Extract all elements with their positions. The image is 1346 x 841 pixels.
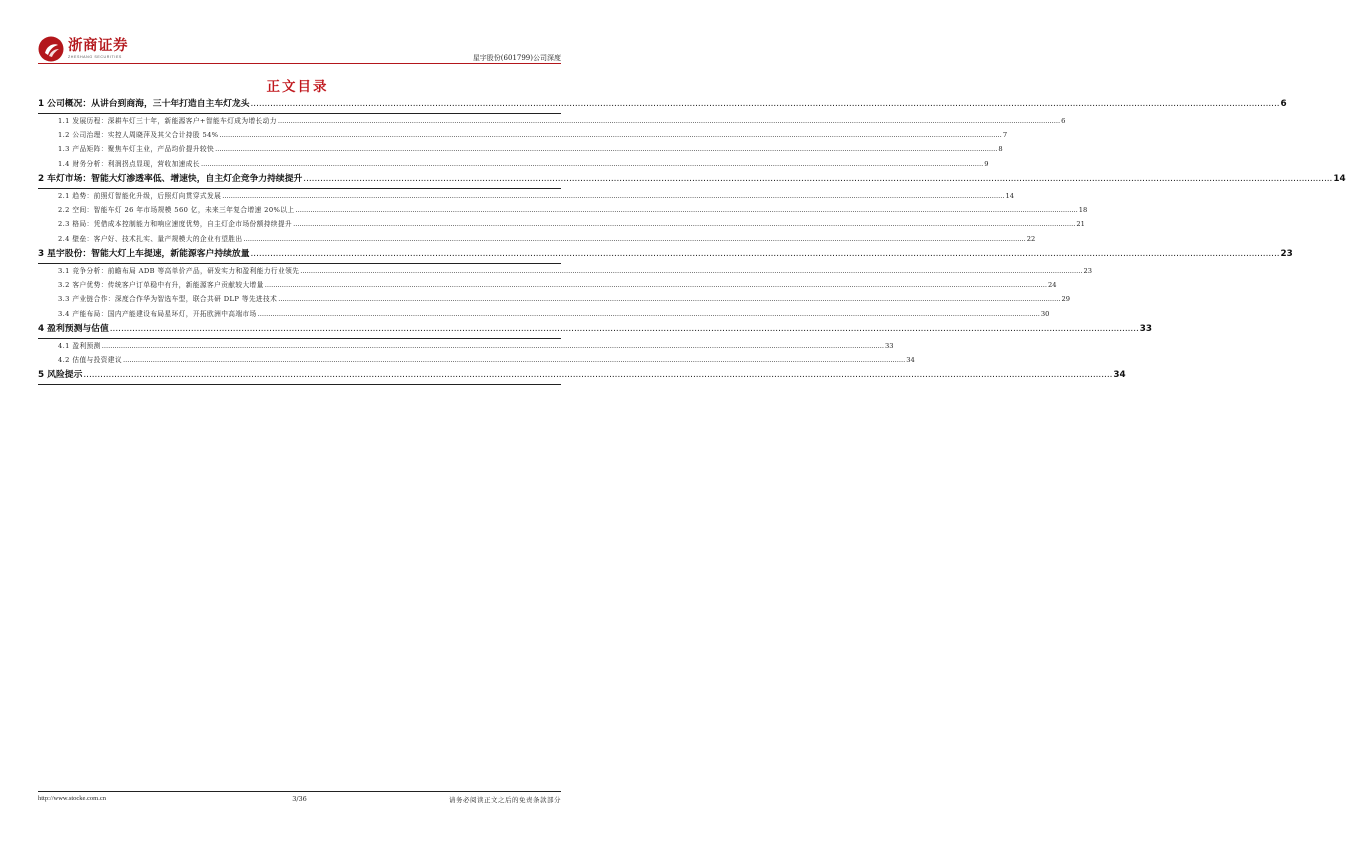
toc-entry-title: 1.4 财务分析：利润拐点显现，营收加速成长 xyxy=(58,159,200,168)
header-divider xyxy=(38,63,561,64)
toc-entry-page: 23 xyxy=(1280,249,1293,260)
table-of-contents xyxy=(38,96,1346,385)
toc-subsection-entry[interactable] xyxy=(38,307,1050,321)
footer-url[interactable]: http://www.stocke.com.cn xyxy=(38,795,106,802)
toc-leader-dots xyxy=(258,307,1040,321)
toc-entry-title: 3 星宇股份：智能大灯上车提速，新能源客户持续放量 xyxy=(38,249,250,260)
toc-subsection-entry[interactable] xyxy=(38,189,1014,203)
toc-leader-dots xyxy=(293,217,1075,231)
document-label: 星宇股份(601799)公司深度 xyxy=(472,54,561,62)
toc-subsection-entry[interactable] xyxy=(38,339,894,353)
toc-entry-title: 3.4 产能布局：国内产能建设布局星环灯，开拓欧洲中高端市场 xyxy=(58,309,257,318)
toc-entry-page: 6 xyxy=(1280,99,1287,109)
toc-section-entry[interactable] xyxy=(38,96,1287,114)
toc-leader-dots xyxy=(278,114,1060,128)
toc-entry-title: 3.3 产业链合作：深度合作华为智选车型，联合共研 DLP 等先进技术 xyxy=(58,295,278,304)
toc-entry-title: 2.2 空间：智能车灯 26 年市场规模 560 亿，未来三年复合增速 20%以上 xyxy=(58,205,295,214)
toc-entry-page: 34 xyxy=(906,356,915,365)
toc-leader-dots xyxy=(295,203,1077,217)
toc-entry-title: 3.1 竞争分析：前瞻布局 ADB 等高单价产品，研发实力和盈利能力行业领先 xyxy=(58,266,300,275)
toc-entry-page: 29 xyxy=(1061,295,1070,304)
zheshang-logo-icon xyxy=(38,36,64,62)
toc-leader-dots xyxy=(243,232,1025,246)
toc-entry-page: 8 xyxy=(998,145,1003,154)
toc-subsection-entry[interactable] xyxy=(38,203,1088,217)
toc-entry-page: 33 xyxy=(885,341,894,350)
toc-entry-page: 30 xyxy=(1040,309,1050,318)
toc-section-entry[interactable] xyxy=(38,367,1126,385)
toc-subsection-entry[interactable] xyxy=(38,114,1066,128)
toc-leader-dots xyxy=(123,353,905,367)
toc-leader-dots xyxy=(251,246,1280,263)
toc-entry-title: 1.2 公司治理：实控人周晓萍及其父合计持股 54% xyxy=(58,130,219,139)
toc-leader-dots xyxy=(251,96,1280,113)
toc-leader-dots xyxy=(215,142,997,156)
toc-entry-title: 1.3 产品矩阵：聚焦车灯主业，产品均价提升较快 xyxy=(58,145,215,154)
toc-entry-page: 23 xyxy=(1083,266,1093,275)
toc-entry-title: 4 盈利预测与估值 xyxy=(38,324,109,335)
toc-entry-page: 14 xyxy=(1005,191,1014,200)
logo-english-name: ZHESHANG SECURITIES xyxy=(68,55,122,59)
toc-subsection-entry[interactable] xyxy=(38,142,1003,156)
toc-leader-dots xyxy=(222,189,1004,203)
toc-entry-page: 14 xyxy=(1333,174,1346,185)
toc-leader-dots xyxy=(110,321,1139,338)
company-logo xyxy=(38,36,128,62)
toc-entry-title: 2.1 趋势：前照灯智能化升级，后照灯向贯穿式发展 xyxy=(58,191,222,200)
toc-entry-page: 24 xyxy=(1048,281,1057,290)
toc-entry-title: 1.1 发展历程：深耕车灯三十年，新能源客户+智能车灯成为增长动力 xyxy=(58,116,277,125)
toc-entry-page: 21 xyxy=(1076,220,1085,229)
toc-leader-dots xyxy=(201,157,983,171)
toc-subsection-entry[interactable] xyxy=(38,128,1008,142)
footer-divider xyxy=(38,791,561,792)
toc-subsection-entry[interactable] xyxy=(38,264,1093,278)
toc-entry-title: 1 公司概况：从讲台到商海，三十年打造自主车灯龙头 xyxy=(38,99,250,109)
toc-entry-title: 3.2 客户优势：传统客户订单稳中有升，新能源客户贡献较大增量 xyxy=(58,281,264,290)
footer-disclaimer: 请务必阅读正文之后的免责条款部分 xyxy=(449,796,561,804)
toc-entry-title: 2.4 壁垒：客户好、技术扎实、量产规模大的企业有望胜出 xyxy=(58,234,243,243)
toc-entry-title: 5 风险提示 xyxy=(38,370,83,381)
toc-section-entry[interactable] xyxy=(38,171,1346,189)
page-header xyxy=(0,0,595,70)
toc-leader-dots xyxy=(278,292,1060,306)
toc-entry-page: 7 xyxy=(1002,130,1008,139)
toc-section-entry[interactable] xyxy=(38,321,1153,339)
logo-chinese-name: 浙商证券 xyxy=(68,38,128,54)
toc-leader-dots xyxy=(265,278,1047,292)
toc-entry-title: 4.1 盈利预测 xyxy=(58,341,101,350)
toc-leader-dots xyxy=(300,264,1082,278)
toc-subsection-entry[interactable] xyxy=(38,232,1036,246)
toc-entry-page: 34 xyxy=(1113,370,1126,381)
toc-subsection-entry[interactable] xyxy=(38,217,1085,231)
toc-subsection-entry[interactable] xyxy=(38,157,989,171)
toc-entry-page: 9 xyxy=(984,159,989,168)
page-number: 3/36 xyxy=(292,795,307,803)
toc-leader-dots xyxy=(220,128,1002,142)
toc-subsection-entry[interactable] xyxy=(38,278,1057,292)
toc-subsection-entry[interactable] xyxy=(38,353,915,367)
toc-entry-page: 22 xyxy=(1026,234,1036,243)
toc-entry-title: 2 车灯市场：智能大灯渗透率低、增速快，自主灯企竞争力持续提升 xyxy=(38,174,303,185)
toc-leader-dots xyxy=(102,339,884,353)
toc-section-entry[interactable] xyxy=(38,246,1293,264)
toc-entry-page: 6 xyxy=(1061,116,1066,125)
toc-leader-dots xyxy=(303,171,1332,188)
toc-subsection-entry[interactable] xyxy=(38,292,1070,306)
toc-entry-title: 4.2 估值与投资建议 xyxy=(58,356,122,365)
toc-entry-page: 33 xyxy=(1139,324,1153,335)
toc-title: 正文目录 xyxy=(266,79,329,95)
toc-entry-title: 2.3 格局：凭借成本控制能力和响应速度优势，自主灯企市场份额持续提升 xyxy=(58,220,293,229)
toc-entry-page: 18 xyxy=(1078,205,1088,214)
toc-leader-dots xyxy=(83,367,1112,384)
